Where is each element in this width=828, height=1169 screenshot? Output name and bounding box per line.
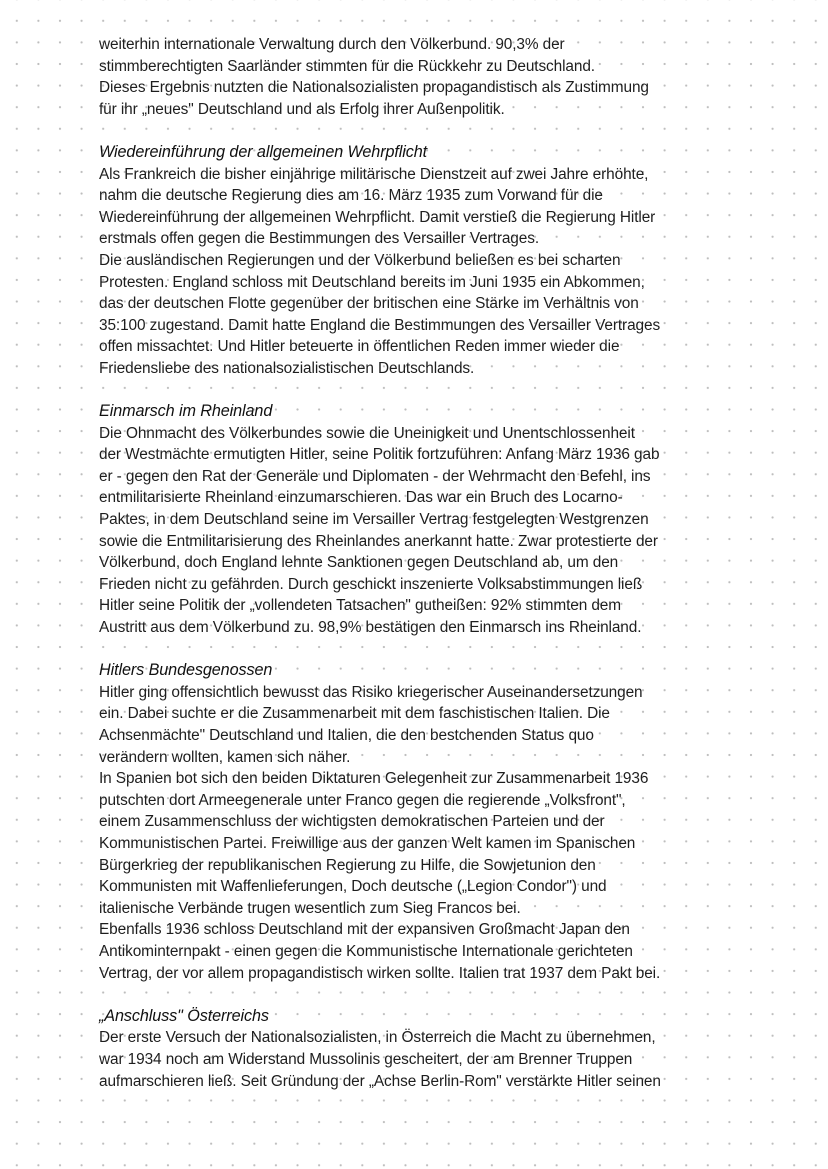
text-line: offen missachtet. Und Hitler beteuerte in öffentlichen Reden immer wieder die	[99, 338, 620, 356]
section-rheinland	[99, 401, 739, 639]
section-heading: Einmarsch im Rheinland	[99, 402, 273, 421]
text-line: Vertrag, der vor allem propagandistisch wirken sollte. Italien trat 1937 dem Pakt bei.	[99, 964, 661, 982]
document-page	[99, 34, 739, 1092]
text-line: Bürgerkrieg der republikanischen Regierung zu Hilfe, die Sowjetunion den	[99, 856, 596, 874]
text-line: für ihr „neues" Deutschland und als Erfolg ihrer Außenpolitik.	[99, 100, 505, 118]
text-line: Die Ohnmacht des Völkerbundes sowie die Uneinigkeit und Unentschlossenheit	[99, 424, 635, 442]
text-line: war 1934 noch am Widerstand Mussolinis gescheitert, der am Brenner Truppen	[99, 1050, 633, 1068]
text-line: 35:100 zugestand. Damit hatte England die Bestimmungen des Versailler Vertrages	[99, 316, 661, 334]
text-line: einem Zusammenschluss der wichtigsten demokratischen Parteien und der	[99, 813, 605, 831]
text-line: er - gegen den Rat der Generäle und Diplomaten - der Wehrmacht den Befehl, ins	[99, 467, 651, 485]
text-line: Kommunisten mit Waffenlieferungen, Doch deutsche („Legion Condor") und	[99, 878, 607, 896]
text-line: weiterhin internationale Verwaltung durch den Völkerbund. 90,3% der	[99, 36, 565, 53]
text-line: stimmberechtigten Saarländer stimmten für die Rückkehr zu Deutschland.	[99, 57, 595, 75]
section-heading: „Anschluss" Österreichs	[99, 1006, 269, 1025]
text-line: Die ausländischen Regierungen und der Völkerbund beließen es bei scharten	[99, 251, 621, 269]
text-line: Protesten. England schloss mit Deutschland bereits im Juni 1935 ein Abkommen,	[99, 273, 645, 291]
text-line: aufmarschieren ließ. Seit Gründung der „Achse Berlin-Rom" verstärkte Hitler seinen	[99, 1072, 661, 1090]
text-line: sowie die Entmilitarisierung des Rheinlandes anerkannt hatte. Zwar protestierte der	[99, 532, 658, 550]
text-line: entmilitarisierte Rheinland einzumarschieren. Das war ein Bruch des Locarno-	[99, 489, 623, 507]
text-line: Kommunistischen Partei. Freiwillige aus der ganzen Welt kamen im Spanischen	[99, 834, 636, 852]
text-line: ein. Dabei suchte er die Zusammenarbeit mit dem faschistischen Italien. Die	[99, 705, 610, 723]
section-heading: Wiedereinführung der allgemeinen Wehrpflicht	[99, 142, 428, 161]
section-bundesgenossen	[99, 660, 739, 984]
text-line: Der erste Versuch der Nationalsozialisten, in Österreich die Macht zu übernehmen,	[99, 1029, 656, 1047]
text-line: verändern wollten, kamen sich näher.	[99, 748, 351, 766]
text-line: Paktes, in dem Deutschland seine im Versailler Vertrag festgelegten Westgrenzen	[99, 511, 649, 529]
text-line: Friedensliebe des nationalsozialistischen Deutschlands.	[99, 359, 475, 377]
intro-paragraph	[99, 34, 739, 120]
text-line: putschten dort Armeegenerale unter Franco gegen die regierende „Volksfront",	[99, 791, 626, 809]
text-line: der Westmächte ermutigten Hitler, seine Politik fortzuführen: Anfang März 1936 gab	[99, 446, 660, 464]
section-wehrpflicht	[99, 142, 739, 380]
text-line: Austritt aus dem Völkerbund zu. 98,9% bestätigen den Einmarsch ins Rheinland.	[99, 619, 642, 637]
text-line: Frieden nicht zu gefährden. Durch geschickt inszenierte Volksabstimmungen ließ	[99, 575, 643, 593]
text-line: italienische Verbände trugen wesentlich zum Sieg Francos bei.	[99, 899, 521, 917]
text-line: nahm die deutsche Regierung dies am 16. März 1935 zum Vorwand für die	[99, 187, 603, 205]
text-line: das der deutschen Flotte gegenüber der britischen eine Stärke im Verhältnis von	[99, 295, 639, 313]
text-line: In Spanien bot sich den beiden Diktaturen Gelegenheit zur Zusammenarbeit 1936	[99, 770, 649, 788]
text-line: Hitler seine Politik der „vollendeten Tatsachen" gutheißen: 92% stimmten dem	[99, 597, 621, 615]
text-line: Achsenmächte" Deutschland und Italien, die den bestchenden Status quo	[99, 727, 594, 744]
text-line: Völkerbund, doch England lehnte Sanktionen gegen Deutschland ab, um den	[99, 554, 619, 572]
text-line: Als Frankreich die bisher einjährige militärische Dienstzeit auf zwei Jahre erhöhte,	[99, 165, 649, 183]
section-heading: Hitlers Bundesgenossen	[99, 661, 273, 680]
text-line: Ebenfalls 1936 schloss Deutschland mit der expansiven Großmacht Japan den	[99, 921, 630, 939]
section-anschluss	[99, 1006, 739, 1092]
text-line: Wiedereinführung der allgemeinen Wehrpflicht. Damit verstieß die Regierung Hitler	[99, 208, 656, 226]
text-line: erstmals offen gegen die Bestimmungen des Versailler Vertrages.	[99, 230, 539, 248]
text-line: Antikominternpakt - einen gegen die Kommunistische Internationale gerichteten	[99, 942, 633, 960]
text-line: Hitler ging offensichtlich bewusst das Risiko kriegerischer Auseinandersetzungen	[99, 683, 643, 701]
text-line: Dieses Ergebnis nutzten die Nationalsozialisten propagandistisch als Zustimmung	[99, 79, 649, 97]
